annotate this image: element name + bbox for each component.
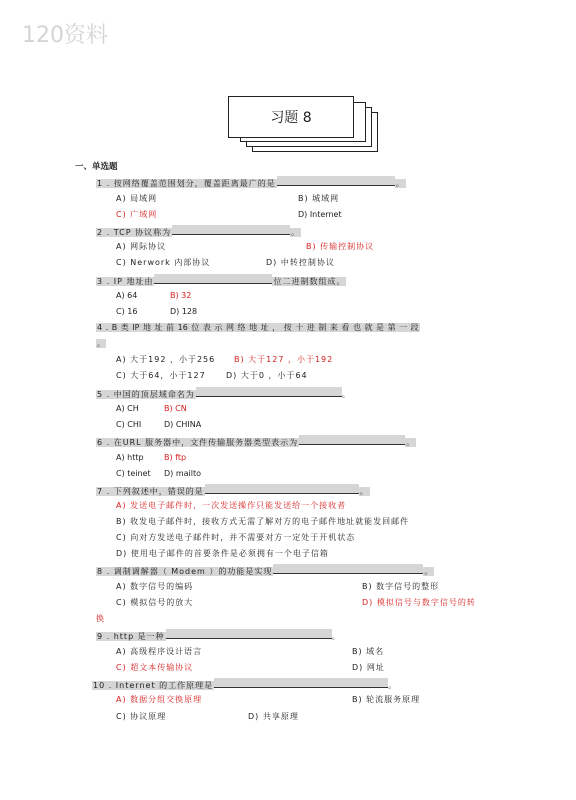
option-c: C) 16 (116, 307, 138, 316)
option-d: D) 128 (170, 307, 198, 316)
option-b: B) 大于127 ，小于192 (234, 355, 334, 364)
question-7 (96, 484, 370, 497)
question-8 (96, 564, 434, 577)
stem-end: 。 (97, 339, 105, 348)
option-d: D) 大于0 ，小于64 (226, 371, 308, 380)
question-9 (96, 629, 341, 642)
option-d: D) CHINA (164, 420, 202, 429)
option-c: C) 大于64，小于127 (116, 371, 206, 380)
option-c: C) 模拟信号的放大 (116, 598, 194, 607)
question-3 (96, 274, 346, 287)
option-d: D) Internet (298, 210, 342, 219)
option-d: D) 共享原理 (248, 712, 299, 721)
stem-end: 。 (424, 567, 434, 576)
option-c: C) Nerwork 内部协议 (116, 258, 211, 267)
stem-end: 。 (359, 487, 369, 496)
option-c: C) teinet (116, 469, 151, 478)
answer-blank (172, 225, 290, 235)
option-a: A) 网际协议 (116, 242, 167, 251)
question-2 (96, 225, 301, 238)
answer-blank (154, 274, 272, 284)
option-b: B) CN (164, 404, 187, 413)
option-a: A) 数字信号的编码 (116, 582, 194, 591)
option-b: B) 数字信号的整形 (362, 582, 440, 591)
question-1 (96, 176, 406, 189)
option-d-cont: 换 (96, 614, 104, 623)
option-c: C) 向对方发送电子邮件时，并不需要对方一定处于开机状态 (116, 533, 356, 542)
option-b: B) 域名 (352, 647, 385, 656)
option-b: B) 32 (170, 291, 192, 300)
option-d: D) 模拟信号与数字信号的转 (362, 598, 476, 607)
stem-end: 。 (395, 179, 405, 188)
option-b: B) 收发电子邮件时，接收方式无需了解对方的电子邮件地址就能发回邮件 (116, 517, 410, 526)
stem-end: 。 (331, 632, 341, 641)
answer-blank (299, 435, 405, 445)
option-a: A) 大于192 ，小于256 (116, 355, 216, 364)
question-4-cont (96, 338, 106, 349)
question-stem: 4 . B 类 IP 地 址 前 16 位 表 示 网 络 地 址 ， 按 十 进 制 来 看 也 就 是 第 一 段 (97, 323, 419, 332)
option-b: B) ftp (164, 453, 187, 462)
option-a: A) 发送电子邮件时，一次发送操作只能发送给一个接收者 (116, 501, 347, 510)
answer-blank (196, 387, 342, 397)
answer-blank (214, 678, 388, 688)
answer-blank (205, 484, 359, 494)
question-stem: 8 . 调制调解器（ Modem ）的功能是实现 (97, 567, 273, 576)
option-c: C) 超文本传输协议 (116, 663, 194, 672)
option-b: B) 传输控制协议 (306, 242, 375, 251)
question-stem: 6 . 在URL 服务器中，文件传输服务器类型表示为 (97, 438, 299, 447)
watermark: 120资料 (22, 23, 108, 48)
question-stem: 10 . Internet 的工作原理是 (93, 681, 214, 690)
stem-end: 。 (406, 438, 416, 447)
question-stem: 5 . 中国的顶层域命名为 (97, 390, 195, 399)
option-d: D) 网址 (352, 663, 385, 672)
title-box (222, 96, 382, 156)
option-c: C) CHI (116, 420, 142, 429)
section-heading: 一、单选题 (75, 162, 118, 172)
question-stem: 1 . 按网络覆盖范围划分，覆盖距离最广的是 (97, 179, 276, 188)
question-stem-tail: 位二进制数组成。 (273, 277, 346, 286)
answer-blank (166, 629, 332, 639)
option-d: D) mailto (164, 469, 201, 478)
question-stem: 7 . 下列叙述中，错误的是 (97, 487, 204, 496)
option-c: C) 广域网 (116, 210, 158, 219)
option-a: A) http (116, 453, 144, 462)
option-a: A) 数据分组交换原理 (116, 695, 203, 704)
stem-end: 。 (291, 228, 301, 237)
stem-end: 。 (388, 681, 398, 690)
question-stem: 3 . IP 地址由 (97, 277, 154, 286)
page-title: 习题 8 (228, 96, 354, 138)
option-d: D) 中转控制协议 (266, 258, 335, 267)
option-a: A) 64 (116, 291, 138, 300)
option-c: C) 协议原理 (116, 712, 167, 721)
question-4 (96, 322, 420, 333)
option-a: A) 局域网 (116, 194, 158, 203)
option-b: B) 城域网 (298, 194, 340, 203)
question-6 (96, 435, 416, 448)
option-a: A) 高级程序设计语言 (116, 647, 203, 656)
answer-blank (277, 176, 395, 186)
question-stem: 9 . http 是一种 (97, 632, 165, 641)
question-stem: 2 . TCP 协议称为 (97, 228, 172, 237)
option-a: A) CH (116, 404, 139, 413)
question-10 (92, 678, 397, 691)
option-b: B) 轮流服务原理 (352, 695, 421, 704)
stem-end: 。 (341, 390, 351, 399)
answer-blank (273, 564, 423, 574)
option-d: D) 使用电子邮件的首要条件是必须拥有一个电子信箱 (116, 549, 329, 558)
question-5 (96, 387, 351, 400)
